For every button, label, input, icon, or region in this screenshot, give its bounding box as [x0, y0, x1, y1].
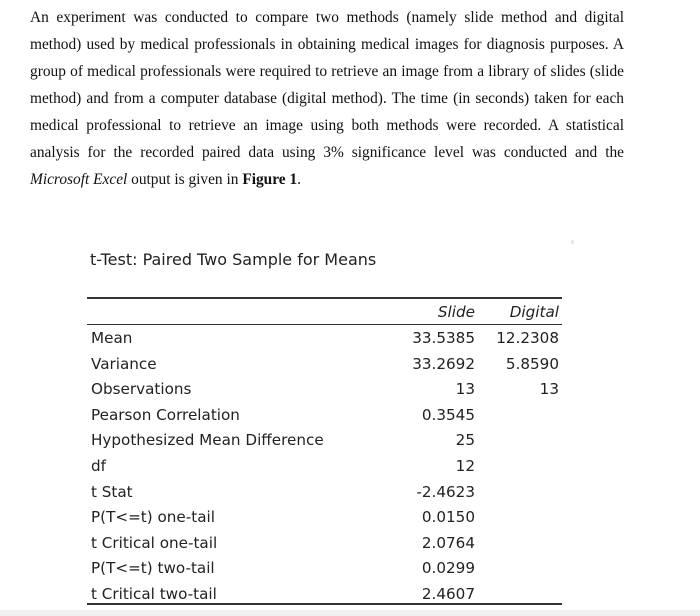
row-label: t Critical one-tail	[91, 534, 218, 552]
row-slide-value: 0.0150	[421, 508, 475, 526]
table-top-rule	[87, 297, 562, 299]
row-label: Observations	[91, 380, 192, 398]
row-slide-value: -2.4623	[416, 483, 475, 501]
row-label: Pearson Correlation	[91, 406, 240, 424]
row-slide-value: 33.5385	[412, 329, 475, 347]
row-label: Mean	[91, 329, 133, 347]
row-slide-value: 33.2692	[412, 355, 475, 373]
software-name: Microsoft Excel	[30, 171, 128, 188]
row-label: t Stat	[91, 483, 133, 501]
column-header-slide: Slide	[437, 303, 475, 321]
row-slide-value: 0.3545	[421, 406, 475, 424]
row-label: Variance	[91, 355, 157, 373]
row-slide-value: 13	[455, 380, 475, 398]
scan-speck	[571, 240, 574, 244]
row-digital-value: 12.2308	[496, 329, 559, 347]
row-label: t Critical two-tail	[91, 585, 217, 603]
row-label: df	[91, 457, 106, 475]
page-bottom-strip	[0, 610, 700, 616]
problem-description	[30, 4, 624, 193]
row-label: Hypothesized Mean Difference	[91, 431, 324, 449]
paragraph-text-3: .	[297, 171, 302, 188]
column-header-digital: Digital	[509, 303, 559, 321]
table-header-rule	[87, 324, 562, 325]
row-label: P(T<=t) two-tail	[91, 559, 215, 577]
row-digital-value: 13	[539, 380, 559, 398]
row-slide-value: 12	[455, 457, 475, 475]
figure-reference: Figure 1	[242, 171, 298, 188]
row-label: P(T<=t) one-tail	[91, 508, 215, 526]
row-slide-value: 2.4607	[421, 585, 475, 603]
paragraph-text-2: output is given in	[127, 171, 243, 188]
table-title: t-Test: Paired Two Sample for Means	[90, 250, 377, 269]
row-digital-value: 5.8590	[505, 355, 559, 373]
row-slide-value: 2.0764	[421, 534, 475, 552]
row-slide-value: 0.0299	[421, 559, 475, 577]
table-bottom-rule	[87, 603, 562, 605]
paragraph-text-1: An experiment was conducted to compare two methods (namely slide method and digital method) used by medical professionals in obtaining medical images for diagnosis purposes. A group of medical professionals were required to retrieve an image from a library of slides (slide method) and from a computer database (digital method). The time (in seconds) taken for each medical professional to retrieve an image using both methods were recorded. A statistical analysis for the recorded paired data using 3% significance level was conducted and the	[30, 9, 624, 161]
row-slide-value: 25	[455, 431, 475, 449]
